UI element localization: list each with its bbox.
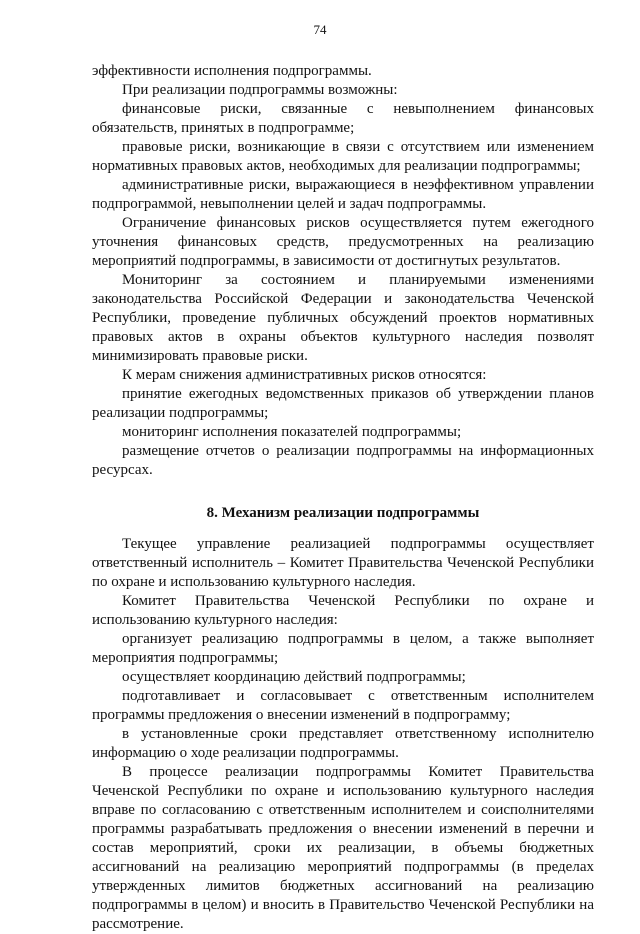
paragraph: В процессе реализации подпрограммы Комитет Правительства Чеченской Республики по охране и использованию культурного наследия вправе по согласованию с ответственным исполнителем и соисполнителями программы разрабатывать предложения о внесении изменений в перечни и состав мероприятий, сроки их реализации, в объемы бюджетных ассигнований на реализацию мероприятий подпрограммы (в пределах утвержденных лимитов бюджетных ассигнований на реализацию подпрограммы в целом) и вносить в Правительство Чеченской Республики на рассмотрение. [92,764,594,932]
paragraph: эффективности исполнения подпрограммы. [92,63,372,79]
list-item: административные риски, выражающиеся в неэффективном управлении подпрограммой, невыполнении целей и задач подпрограммы. [92,177,594,212]
list-item: принятие ежегодных ведомственных приказов об утверждении планов реализации подпрограммы; [92,386,594,421]
list-item: размещение отчетов о реализации подпрограммы на информационных ресурсах. [92,443,594,478]
document-body [92,62,594,934]
list-item: организует реализацию подпрограммы в целом, а также выполняет мероприятия подпрограммы; [92,631,594,666]
risks-section [92,62,594,480]
paragraph: Мониторинг за состоянием и планируемыми изменениями законодательства Российской Федерации и законодательства Чеченской Республики, проведение публичных обсуждений проектов нормативных правовых актов в охраны объектов культурного наследия позволят минимизировать правовые риски. [92,272,594,364]
list-item: подготавливает и согласовывает с ответственным исполнителем программы предложения о внесении изменений в подпрограмму; [92,688,594,723]
list-item: финансовые риски, связанные с невыполнением финансовых обязательств, принятых в подпрограмме; [92,101,594,136]
list-item: в установленные сроки представляет ответственному исполнителю информацию о ходе реализации подпрограммы. [92,726,594,761]
paragraph: При реализации подпрограммы возможны: [122,82,398,98]
paragraph: Текущее управление реализацией подпрограммы осуществляет ответственный исполнитель – Комитет Правительства Чеченской Республики по охране и использованию культурного наследия. [92,536,594,590]
section-heading: 8. Механизм реализации подпрограммы [206,505,480,521]
list-item: правовые риски, возникающие в связи с отсутствием или изменением нормативных правовых актов, необходимых для реализации подпрограммы; [92,139,594,174]
list-item: осуществляет координацию действий подпрограммы; [122,669,466,685]
paragraph: К мерам снижения административных рисков относятся: [122,367,487,383]
paragraph: Ограничение финансовых рисков осуществляется путем ежегодного уточнения финансовых средств, предусмотренных на реализацию мероприятий подпрограммы, в зависимости от достигнутых результатов. [92,215,594,269]
list-item: мониторинг исполнения показателей подпрограммы; [122,424,462,440]
mechanism-section [92,535,594,934]
paragraph: Комитет Правительства Чеченской Республики по охране и использованию культурного наследия: [92,593,594,628]
page-number: 74 [313,22,327,37]
